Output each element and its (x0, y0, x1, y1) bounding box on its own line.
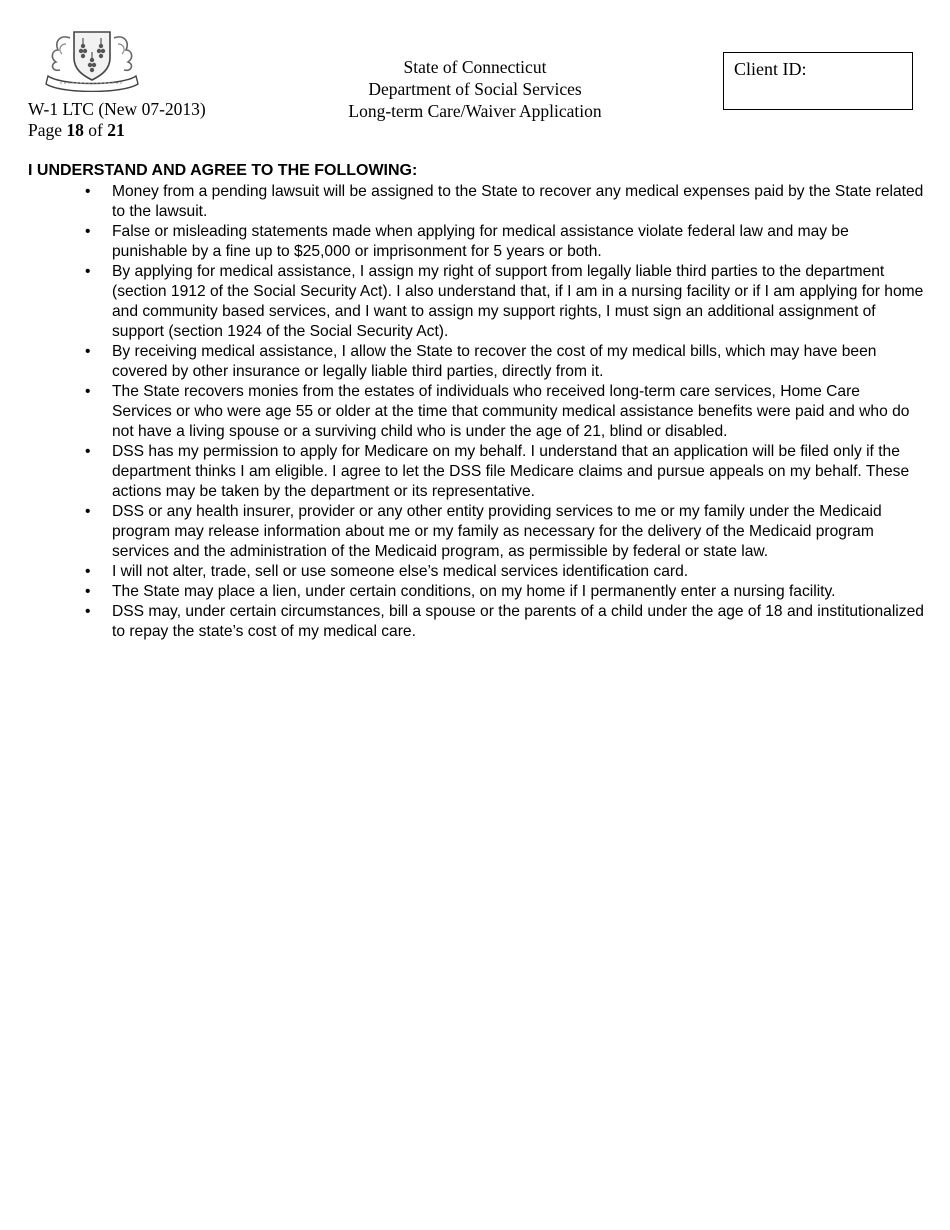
agreement-item-id-card: • I will not alter, trade, sell or use someone else’s medical services identification card. (112, 562, 924, 582)
agreement-item-recover-costs: • By receiving medical assistance, I allow the State to recover the cost of my medical bills, which may have been covered by other insurance or legally liable third parties, directly from it. (112, 342, 924, 382)
agreement-item-false-statements: • False or misleading statements made when applying for medical assistance violate federal law and may be punishable by a fine up to $25,000 or imprisonment for 5 years or both. (112, 222, 924, 262)
agreement-item-release-information: • DSS or any health insurer, provider or any other entity providing services to me or my family under the Medicaid program may release information about me or my family as necessary for the delivery of the Medicaid program services and the administration of the Medicaid program, as permissible by federal or state law. (112, 502, 924, 562)
agency-state: State of Connecticut (403, 57, 547, 77)
client-id-box (723, 52, 913, 110)
agreement-item-lawsuit: • Money from a pending lawsuit will be assigned to the State to recover any medical expenses paid by the State related to the lawsuit. (112, 182, 924, 222)
page-current: 18 (66, 120, 84, 140)
agency-department: Department of Social Services (368, 79, 582, 99)
agreement-list (112, 182, 924, 642)
page-prefix: Page (28, 120, 63, 140)
page-total: 21 (107, 120, 125, 140)
connecticut-state-seal-icon (42, 24, 142, 92)
agreement-item-assign-support: • By applying for medical assistance, I assign my right of support from legally liable third parties to the department (section 1912 of the Social Security Act). I also understand that, if I am in a nursing facility or if I am applying for home and community based services, and I want to assign my support rights, I must sign an additional assignment of support (section 1924 of the Social Security Act). (112, 262, 924, 342)
agreement-item-billing: • DSS may, under certain circumstances, bill a spouse or the parents of a child under the age of 18 and institutionalized to repay the state’s cost of my medical care. (112, 602, 924, 642)
agency-header (300, 56, 650, 122)
page-indicator (28, 120, 206, 141)
section-heading: I UNDERSTAND AND AGREE TO THE FOLLOWING: (28, 162, 418, 179)
form-code: W-1 LTC (New 07-2013) (28, 99, 206, 119)
client-id-label: Client ID: (734, 59, 807, 79)
agreement-item-lien: • The State may place a lien, under certain conditions, on my home if I permanently enter a nursing facility. (112, 582, 924, 602)
agreement-item-medicare-permission: • DSS has my permission to apply for Medicare on my behalf. I understand that an application will be filed only if the department thinks I am eligible. I agree to let the DSS file Medicare claims and pursue appeals on my behalf. These actions may be taken by the department or its representative. (112, 442, 924, 502)
page-of: of (88, 120, 103, 140)
agreement-item-estate-recovery: • The State recovers monies from the estates of individuals who received long-term care services, Home Care Services or who were age 55 or older at the time that community medical assistance benefits were paid and who do not have a living spouse or a surviving child who is under the age of 21, blind or disabled. (112, 382, 924, 442)
form-identifier (28, 99, 206, 141)
application-title: Long-term Care/Waiver Application (348, 101, 602, 121)
